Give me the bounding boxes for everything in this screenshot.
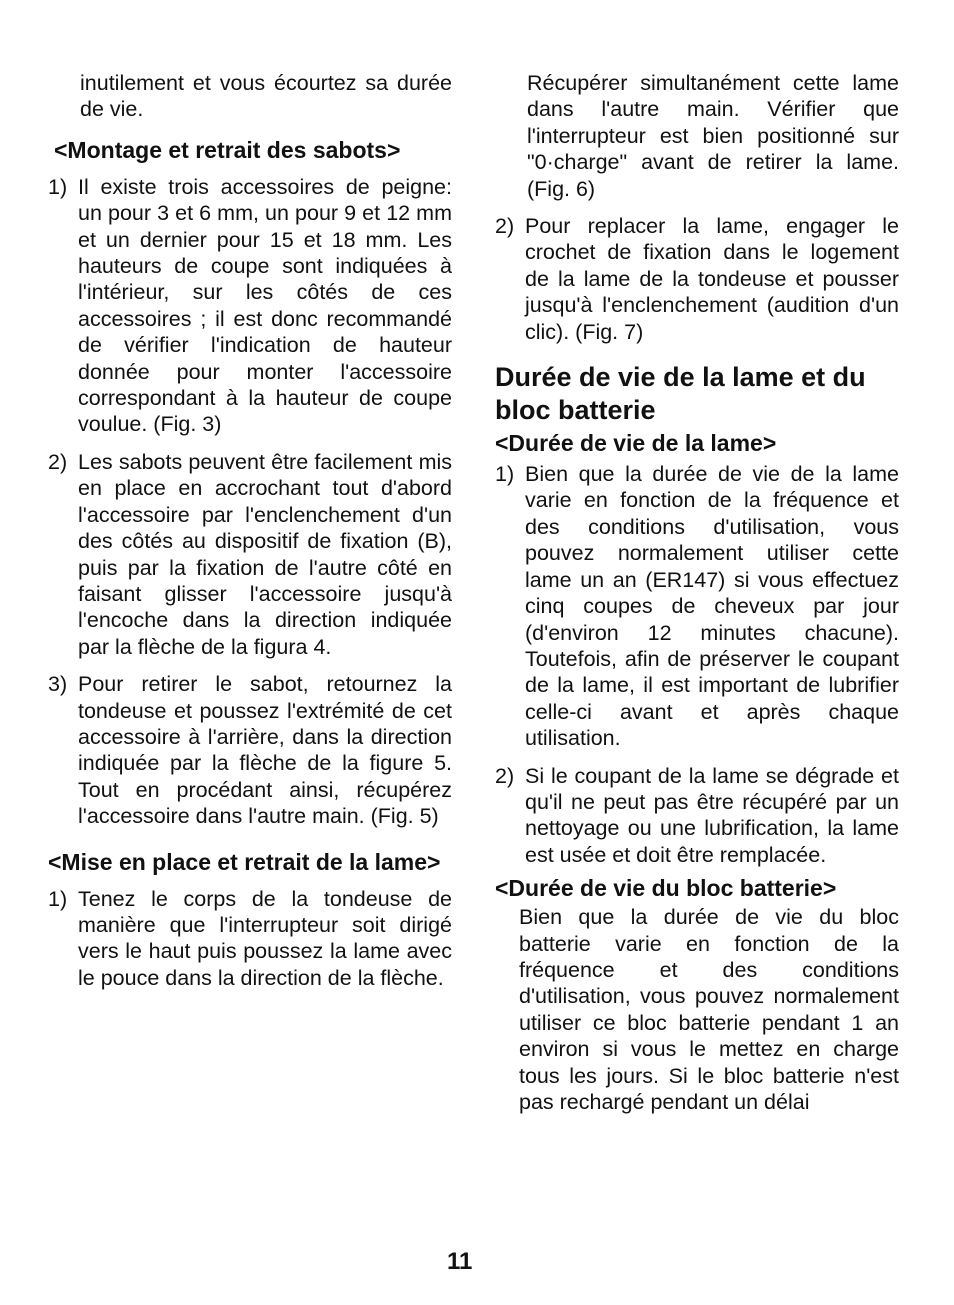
right-column — [495, 70, 899, 1115]
item-number: 2) — [495, 214, 515, 239]
left-column — [48, 70, 452, 1002]
list-item — [48, 671, 452, 829]
item-number: 2) — [48, 449, 68, 474]
intro-text: inutilement et vous écourtez sa durée de vie. — [80, 71, 452, 122]
item-text: Pour retirer le sabot, retournez la tondeuse et poussez l'extrémité de cet accessoire à l'arrière, dans la direction indiquée par la flèche de la figure 5. Tout en procédant ainsi, récupérez l'accessoire dans l'autre main. (Fig. 5) — [78, 672, 452, 829]
item-number: 3) — [48, 672, 68, 697]
item-text: Pour replacer la lame, engager le crochet de fixation dans le logement de la lame de la tondeuse et pousser jusqu'à l'enclenchement (audition d'un clic). (Fig. 7) — [525, 214, 899, 344]
item-text: Il existe trois accessoires de peigne: un pour 3 et 6 mm, un pour 9 et 12 mm et un dernier pour 15 et 18 mm. Les hauteurs de coupe sont indiquées à l'intérieur, sur les côtés de ces accessoires ; il est donc recommandé de vérifier l'indication de hauteur donnée pour monter l'accessoire correspondant à la hauteur de coupe voulue. (Fig. 3) — [78, 174, 452, 437]
item-text: Si le coupant de la lame se dégrade et qu'il ne peut pas être récupéré par un nettoyage ou une lubrification, la lame est usée et doit être remplacée. — [525, 763, 899, 867]
page-number: 11 — [447, 1248, 473, 1275]
list-item — [495, 213, 899, 345]
item-text: Tenez le corps de la tondeuse de manière que l'interrupteur soit dirigé vers le haut puis poussez la lame avec le pouce dans la direction de la flèche. — [78, 886, 452, 990]
main-heading: Durée de vie de la lame et du bloc batterie — [495, 362, 866, 426]
heading-duree-batterie: <Durée de vie du bloc batterie> — [495, 875, 837, 902]
item-number: 1) — [48, 174, 68, 199]
continued-text: Récupérer simultanément cette lame dans l'autre main. Vérifier que l'interrupteur est bien positionné sur "0·charge" avant de retirer la lame. (Fig. 6) — [527, 71, 899, 201]
list-item — [495, 461, 899, 751]
item-text: Les sabots peuvent être facilement mis en place en accrochant tout d'abord l'accessoire par l'enclenchement d'un des côtés au dispositif de fixation (B), puis par la fixation de l'autre côté en faisant glisser l'accessoire jusqu'à l'encoche dans la direction indiquée par la flèche de la figura 4. — [78, 449, 452, 659]
list-item — [48, 886, 452, 992]
list-item — [495, 763, 899, 869]
heading-montage-sabots: <Montage et retrait des sabots> — [54, 136, 401, 163]
item-number: 1) — [495, 462, 515, 487]
item-number: 1) — [48, 886, 68, 911]
batterie-text: Bien que la durée de vie du bloc batterie varie en fonction de la fréquence et des conditions d'utilisation, vous pouvez normalement utiliser ce bloc batterie pendant 1 an environ si vous le mettez en charge tous les jours. Si le bloc batterie n'est pas rechargé pendant un délai — [519, 905, 899, 1114]
heading-mise-en-place-lame: <Mise en place et retrait de la lame> — [48, 848, 441, 875]
list-item — [48, 174, 452, 438]
item-text: Bien que la durée de vie de la lame varie en fonction de la fréquence et des conditions d'utilisation, vous pouvez normalement utiliser cette lame un an (ER147) si vous effectuez cinq coupes de cheveux par jour (d'environ 12 minutes chacune). Toutefois, afin de préserver le coupant de la lame, il est important de lubrifier celle-ci avant et après chaque utilisation. — [525, 462, 899, 751]
heading-duree-lame: <Durée de vie de la lame> — [495, 430, 777, 457]
item-number: 2) — [495, 763, 515, 788]
list-item — [48, 449, 452, 660]
